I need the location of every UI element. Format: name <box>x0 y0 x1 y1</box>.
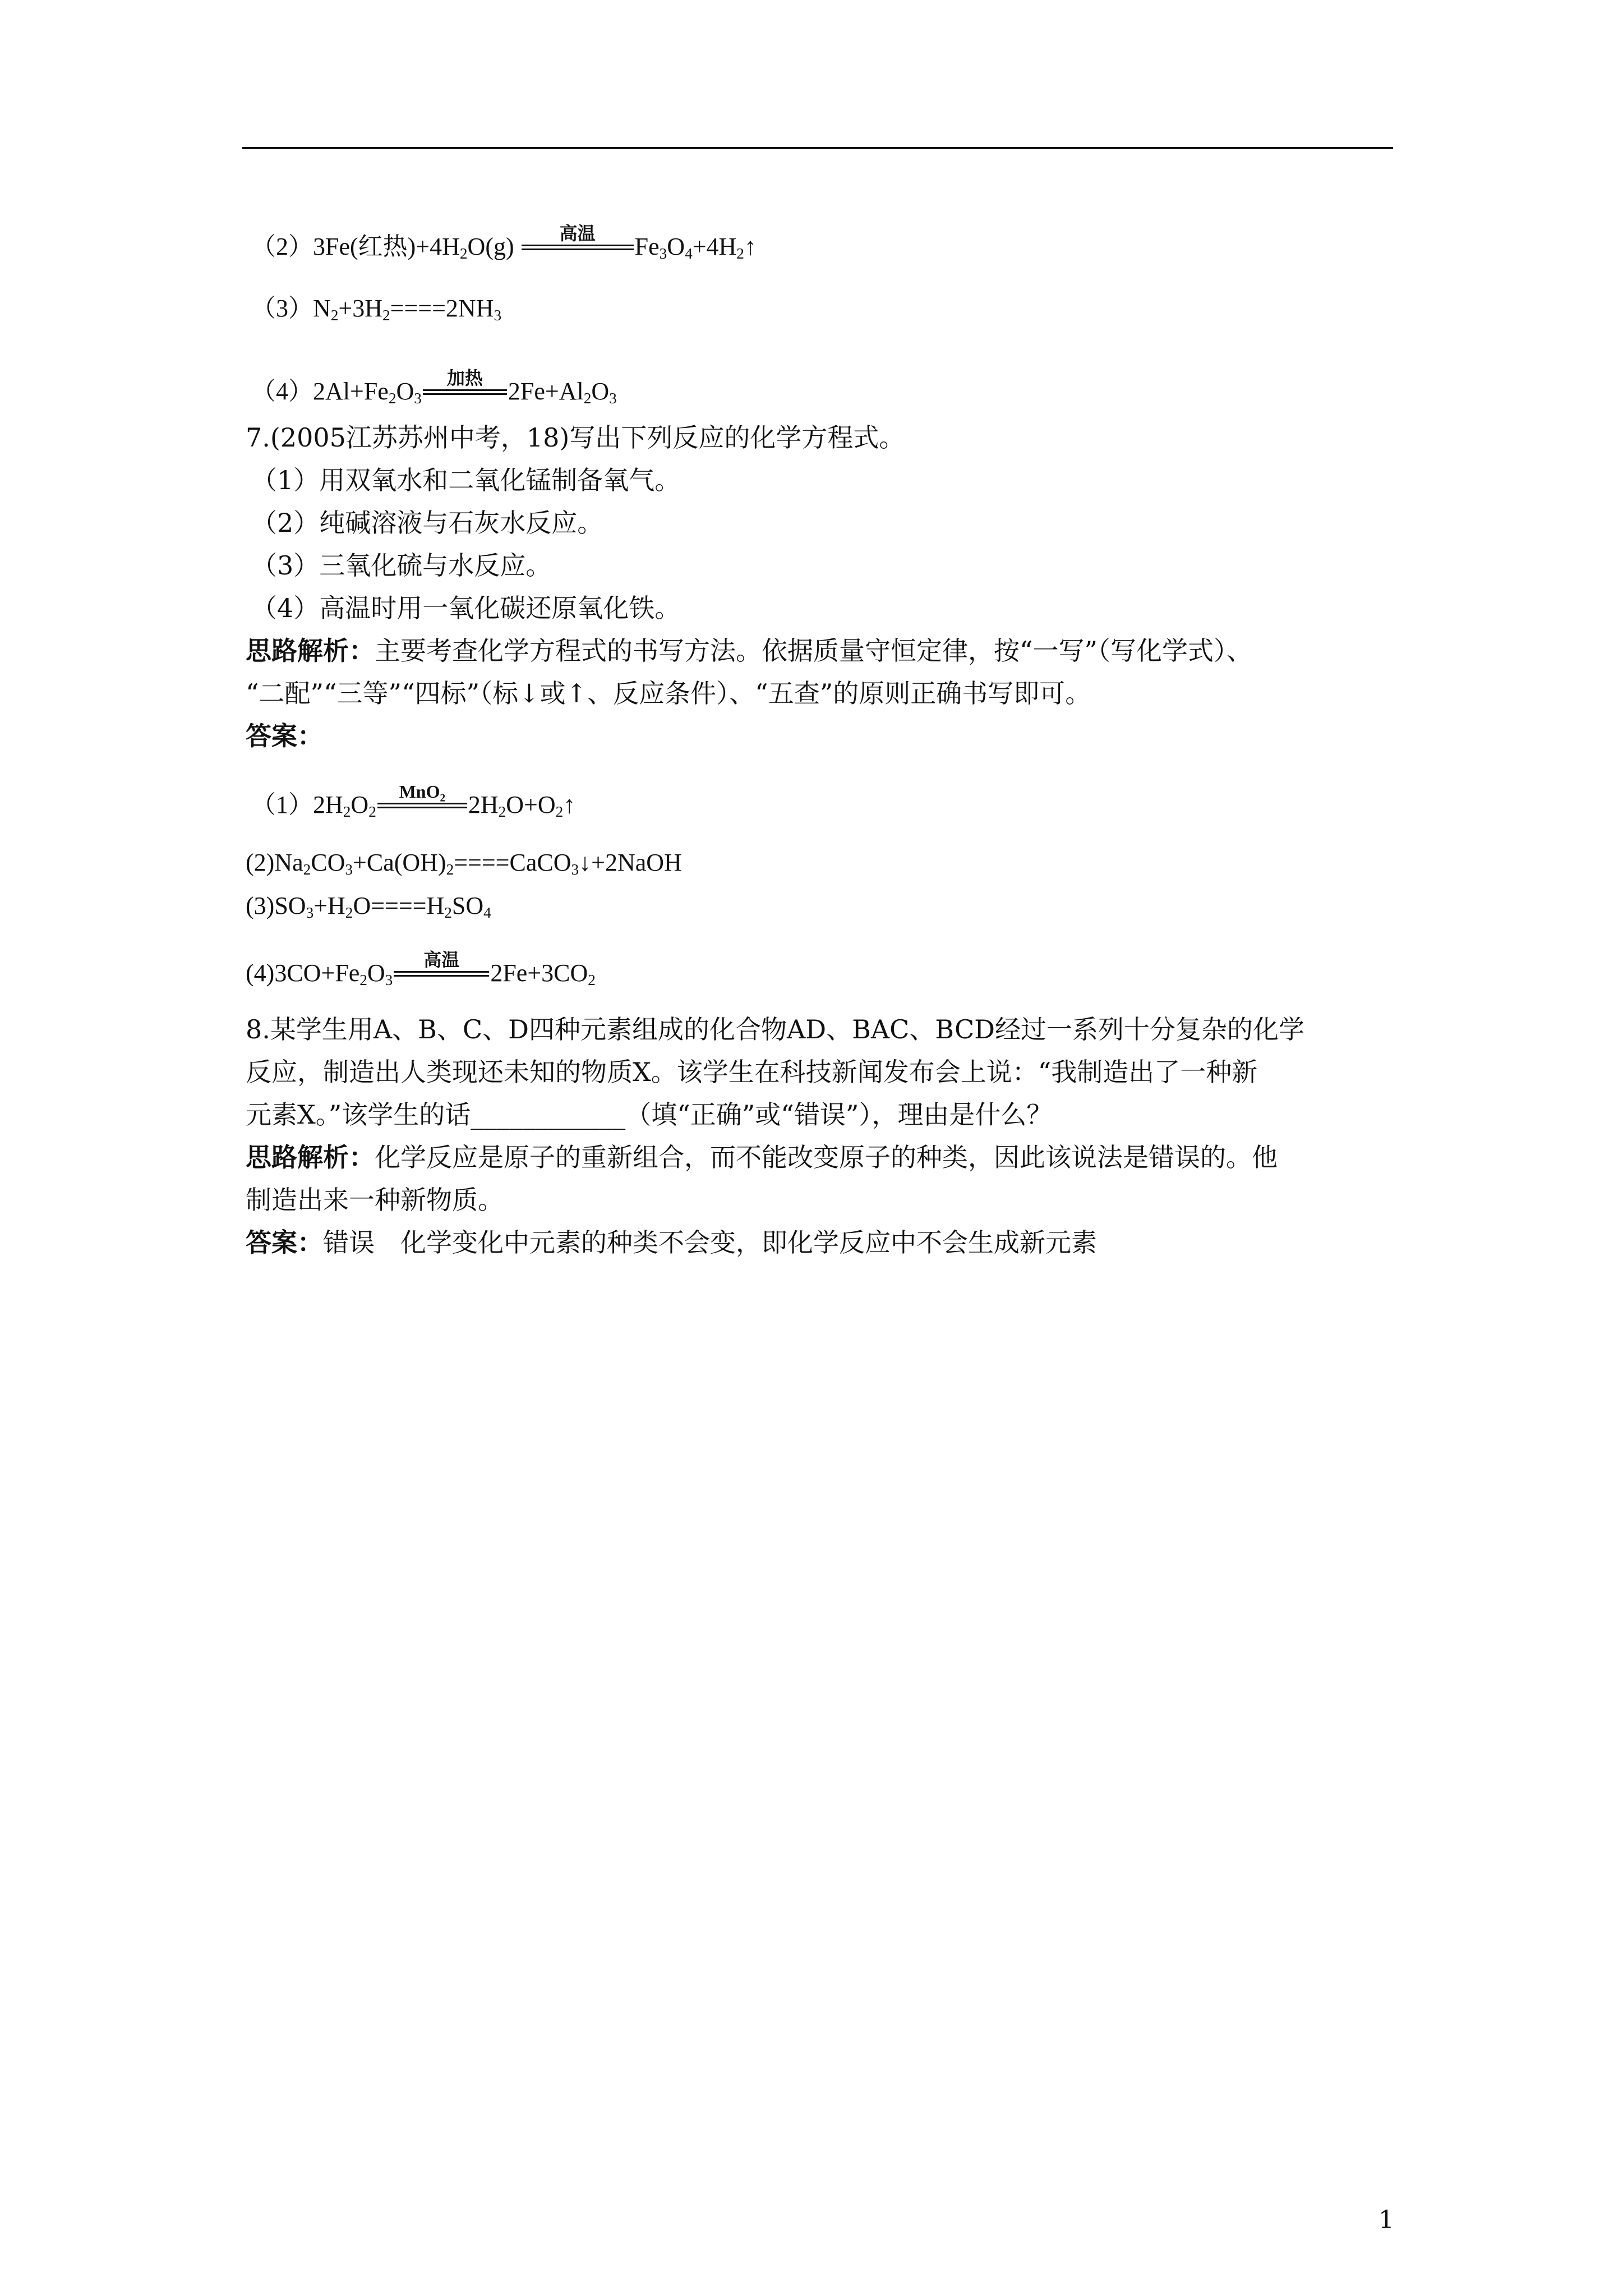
analysis-label: 思路解析： <box>246 1142 375 1172</box>
page-number: 1 <box>1378 2206 1394 2234</box>
gas-arrow: ↑ <box>744 233 757 260</box>
q7-title: 7.(2005江苏苏州中考，18)写出下列反应的化学方程式。 <box>246 422 905 453</box>
q8-stem-1: 8.某学生用A、B、C、D四种元素组成的化合物AD、BAC、BCD经过一系列十分复杂的化学 <box>246 1014 1305 1045</box>
q7-answer-label: 答案： <box>246 721 323 751</box>
q8-answer: 答案：错误 化学变化中元素的种类不会变，即化学反应中不会生成新元素 <box>246 1227 1097 1258</box>
q7-item-2: （2）纯碱溶液与石灰水反应。 <box>251 508 603 538</box>
equation-2: （2）3Fe(红热)$+4H_2O(g)$ 高温 $Fe_3O_4+4H_2↑$ <box>251 223 757 262</box>
q8-stem-2: 反应，制造出人类现还未知的物质X。该学生在科技新闻发布会上说：“我制造出了一种新 <box>246 1057 1258 1087</box>
answer-equation-3: $(3)SO_3+H_2O====H_2SO_4$ <box>246 892 491 921</box>
reaction-condition: 高温 <box>522 245 634 250</box>
reaction-condition: 高温 <box>394 971 489 977</box>
q8-stem-3: 元素X。”该学生的话____________（填“正确”或“错误”），理由是什么？ <box>246 1099 1053 1130</box>
gas-arrow: ↑ <box>563 791 576 818</box>
q7-item-1: （1）用双氧水和二氧化锰制备氧气。 <box>251 465 681 495</box>
answer-equation-1: $(1)2H_2O_2$ MnO₂ $2H_2O+O_2↑$ <box>251 781 576 820</box>
q7-analysis-cont: “二配”“三等”“四标”（标↓或↑、反应条件）、“五查”的原则正确书写即可。 <box>246 678 1091 708</box>
answer-equation-4: $(4)3CO+Fe_2O_3$ 高温 $2Fe+3CO_2$ <box>246 950 596 988</box>
answer-equation-2: $(2)Na_2CO_3+Ca(OH)_2====CaCO_3↓+2NaOH$ <box>246 849 682 878</box>
q7-analysis: 思路解析：主要考查化学方程式的书写方法。依据质量守恒定律，按“一写”（写化学式）、 <box>246 636 1253 666</box>
q8-analysis: 思路解析：化学反应是原子的重新组合，而不能改变原子的种类，因此该说法是错误的。他 <box>246 1142 1278 1172</box>
q7-item-4: （4）高温时用一氧化碳还原氧化铁。 <box>251 593 681 623</box>
equation-4: $(4)2Al+Fe_2O_3$ 加热 $2Fe+Al_2O_3$ <box>251 368 617 407</box>
q7-item-3: （3）三氧化硫与水反应。 <box>251 550 552 581</box>
reaction-condition: MnO₂ <box>377 803 467 808</box>
header-rule <box>242 147 1393 149</box>
analysis-label: 思路解析： <box>246 636 375 666</box>
q8-analysis-cont: 制造出来一种新物质。 <box>246 1185 504 1215</box>
answer-label: 答案： <box>246 1227 323 1258</box>
equation-3: $(3)N_2+3H_2====2NH_3$ <box>251 295 502 324</box>
reaction-condition: 加热 <box>423 389 507 395</box>
